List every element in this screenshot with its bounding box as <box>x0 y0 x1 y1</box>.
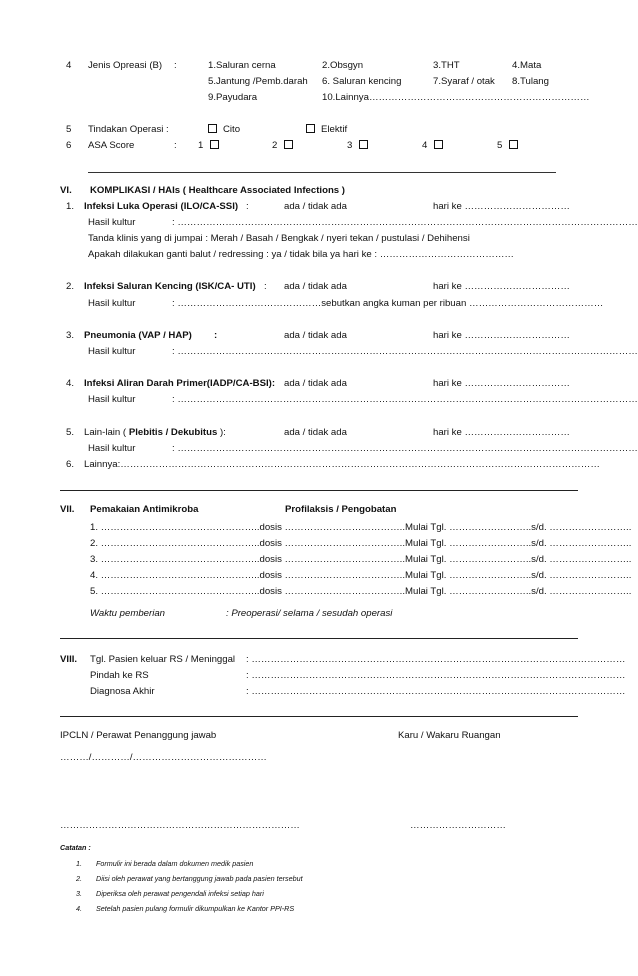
checkbox-icon[interactable] <box>210 140 219 149</box>
option-text: 10.Lainnya…………………………………………………………… <box>322 92 590 103</box>
hasil-kultur-label: Hasil kultur <box>88 346 136 357</box>
option-text: 3.THT <box>433 60 460 71</box>
item-number: 5. <box>66 427 75 438</box>
field-label: Tgl. Pasien keluar RS / Meninggal <box>90 654 236 665</box>
hasil-kultur-field[interactable]: : ………………………………………sebutkan angka kuman per ribuan …………………………………… <box>172 298 604 309</box>
item-number: 6. <box>66 459 75 470</box>
pneumonia-title: Pneumonia (VAP / HAP) <box>84 330 192 341</box>
colon: : <box>214 330 218 341</box>
option-text: 1.Saluran cerna <box>208 60 276 71</box>
catatan-number: 1. <box>76 859 82 868</box>
tanda-klinis-text: Tanda klinis yang di jumpai : Merah / Basah / Bengkak / nyeri tekan / pustulasi / Dehihensi <box>88 233 470 244</box>
catatan-text: Diperiksa oleh perawat pengendali infeksi setiap hari <box>96 889 264 898</box>
catatan-title: Catatan : <box>60 843 91 852</box>
ada-tidak-ada: ada / tidak ada <box>284 281 347 292</box>
ilo-title: Infeksi Luka Operasi (ILO/CA-SSI) <box>84 201 239 212</box>
ada-tidak-ada: ada / tidak ada <box>284 378 347 389</box>
hari-ke-field[interactable]: hari ke …………………………… <box>433 281 570 292</box>
divider <box>60 490 578 491</box>
hasil-kultur-field[interactable]: : ……………………………………………………………………………………………………………………………… <box>172 394 638 405</box>
item-number: 3. <box>66 330 75 341</box>
hasil-kultur-field[interactable]: : ……………………………………………………………………………………………………………………………… <box>172 346 638 357</box>
checkbox-icon[interactable] <box>306 124 315 133</box>
checkbox-icon[interactable] <box>359 140 368 149</box>
profilaksis-title: Profilaksis / Pengobatan <box>285 504 397 515</box>
waktu-pemberian-value: : Preoperasi/ selama / sesudah operasi <box>226 608 393 619</box>
field-value[interactable]: : ……………………………………………………………………………………………………… <box>246 686 626 697</box>
item-number: 2. <box>66 281 75 292</box>
antimikroba-row[interactable]: 5. …………………………………………..dosis ………………………………..Mulai Tgl. ……………………..s/d. …………………….. <box>90 586 632 597</box>
karu-title: Karu / Wakaru Ruangan <box>398 730 501 741</box>
divider <box>88 172 556 173</box>
field-label: Diagnosa Akhir <box>90 686 155 697</box>
item-number: 6 <box>66 140 72 151</box>
antimikroba-row[interactable]: 4. …………………………………………..dosis ………………………………..Mulai Tgl. ……………………..s/d. …………………….. <box>90 570 632 581</box>
colon: : <box>246 201 249 212</box>
ada-tidak-ada: ada / tidak ada <box>284 330 347 341</box>
asa-option[interactable]: 5 <box>497 140 524 152</box>
left-signature-line[interactable]: ………………………………………………………………… <box>60 820 300 831</box>
lain-lain-title: Lain-lain ( Plebitis / Dekubitus ): <box>84 427 226 438</box>
colon: : <box>174 140 177 151</box>
asa-option[interactable]: 4 <box>422 140 449 152</box>
date-line[interactable]: ………/…………/…………………………………… <box>60 752 267 763</box>
asa-option[interactable]: 2 <box>272 140 299 152</box>
hasil-kultur-label: Hasil kultur <box>88 298 136 309</box>
lainnya-field[interactable]: Lainnya:…………………………………………………………………………………………………………………………………… <box>84 459 600 470</box>
hasil-kultur-label: Hasil kultur <box>88 394 136 405</box>
hari-ke-field[interactable]: hari ke …………………………… <box>433 330 570 341</box>
section-number: VII. <box>60 504 75 515</box>
divider <box>60 638 578 639</box>
colon: : <box>174 60 177 71</box>
catatan-text: Formulir ini berada dalam dokumen medik pasien <box>96 859 254 868</box>
section-number: VI. <box>60 185 72 196</box>
ganti-balut-text: Apakah dilakukan ganti balut / redressing : ya / tidak bila ya hari ke : …………………………………… <box>88 249 515 260</box>
elektif-option[interactable]: Elektif <box>306 124 347 136</box>
hari-ke-field[interactable]: hari ke …………………………… <box>433 427 570 438</box>
catatan-text: Diisi oleh perawat yang bertanggung jawab pada pasien tersebut <box>96 874 303 883</box>
option-text: 2.Obsgyn <box>322 60 364 71</box>
field-value[interactable]: : ……………………………………………………………………………………………………… <box>246 670 626 681</box>
item-number: 4. <box>66 378 75 389</box>
section-number: VIII. <box>60 654 78 665</box>
ada-tidak-ada: ada / tidak ada <box>284 201 347 212</box>
antimikroba-row[interactable]: 2. …………………………………………..dosis ………………………………..Mulai Tgl. ……………………..s/d. …………………….. <box>90 538 632 549</box>
tindakan-label: Tindakan Operasi : <box>88 124 169 135</box>
checkbox-icon[interactable] <box>509 140 518 149</box>
waktu-pemberian-label: Waktu pemberian <box>90 608 166 619</box>
option-text: 9.Payudara <box>208 92 258 103</box>
asa-label: ASA Score <box>88 140 135 151</box>
asa-option[interactable]: 3 <box>347 140 374 152</box>
hasil-kultur-field[interactable]: : ……………………………………………………………………………………………………………………………… <box>172 217 638 228</box>
item-number: 1. <box>66 201 75 212</box>
jenis-operasi-label: Jenis Opreasi (B) <box>88 60 163 71</box>
item-number: 5 <box>66 124 72 135</box>
item-number: 4 <box>66 60 72 71</box>
cito-option[interactable]: Cito <box>208 124 240 136</box>
option-text: 8.Tulang <box>512 76 549 87</box>
checkbox-icon[interactable] <box>284 140 293 149</box>
divider <box>60 716 578 717</box>
isk-title: Infeksi Saluran Kencing (ISK/CA- UTI) <box>84 281 256 292</box>
catatan-number: 2. <box>76 874 82 883</box>
catatan-number: 4. <box>76 904 82 913</box>
field-value[interactable]: : ……………………………………………………………………………………………………… <box>246 654 626 665</box>
antimikroba-row[interactable]: 3. …………………………………………..dosis ………………………………..Mulai Tgl. ……………………..s/d. …………………….. <box>90 554 632 565</box>
hari-ke-field[interactable]: hari ke …………………………… <box>433 378 570 389</box>
colon: : <box>264 281 267 292</box>
section-title: Pemakaian Antimikroba <box>90 504 199 515</box>
hari-ke-field[interactable]: hari ke …………………………… <box>433 201 570 212</box>
iadp-title: Infeksi Aliran Darah Primer(IADP/CA-BSI): <box>84 378 276 389</box>
option-text: 7.Syaraf / otak <box>433 76 495 87</box>
hasil-kultur-label: Hasil kultur <box>88 443 136 454</box>
checkbox-icon[interactable] <box>208 124 217 133</box>
catatan-number: 3. <box>76 889 82 898</box>
ada-tidak-ada: ada / tidak ada <box>284 427 347 438</box>
option-text: 6. Saluran kencing <box>322 76 402 87</box>
field-label: Pindah ke RS <box>90 670 149 681</box>
option-text: 4.Mata <box>512 60 542 71</box>
hasil-kultur-field[interactable]: : ……………………………………………………………………………………………………………………………… <box>172 443 638 454</box>
hasil-kultur-label: Hasil kultur <box>88 217 136 228</box>
checkbox-icon[interactable] <box>434 140 443 149</box>
option-text: 5.Jantung /Pemb.darah <box>208 76 308 87</box>
asa-option[interactable]: 1 <box>198 140 225 152</box>
ipcln-title: IPCLN / Perawat Penanggung jawab <box>60 730 217 741</box>
right-signature-line[interactable]: ………………………… <box>410 820 506 831</box>
section-title: KOMPLIKASI / HAIs ( Healthcare Associated Infections ) <box>90 185 345 196</box>
catatan-text: Setelah pasien pulang formulir dikumpulkan ke Kantor PPI-RS <box>96 904 295 913</box>
antimikroba-row[interactable]: 1. …………………………………………..dosis ………………………………..Mulai Tgl. ……………………..s/d. …………………….. <box>90 522 632 533</box>
